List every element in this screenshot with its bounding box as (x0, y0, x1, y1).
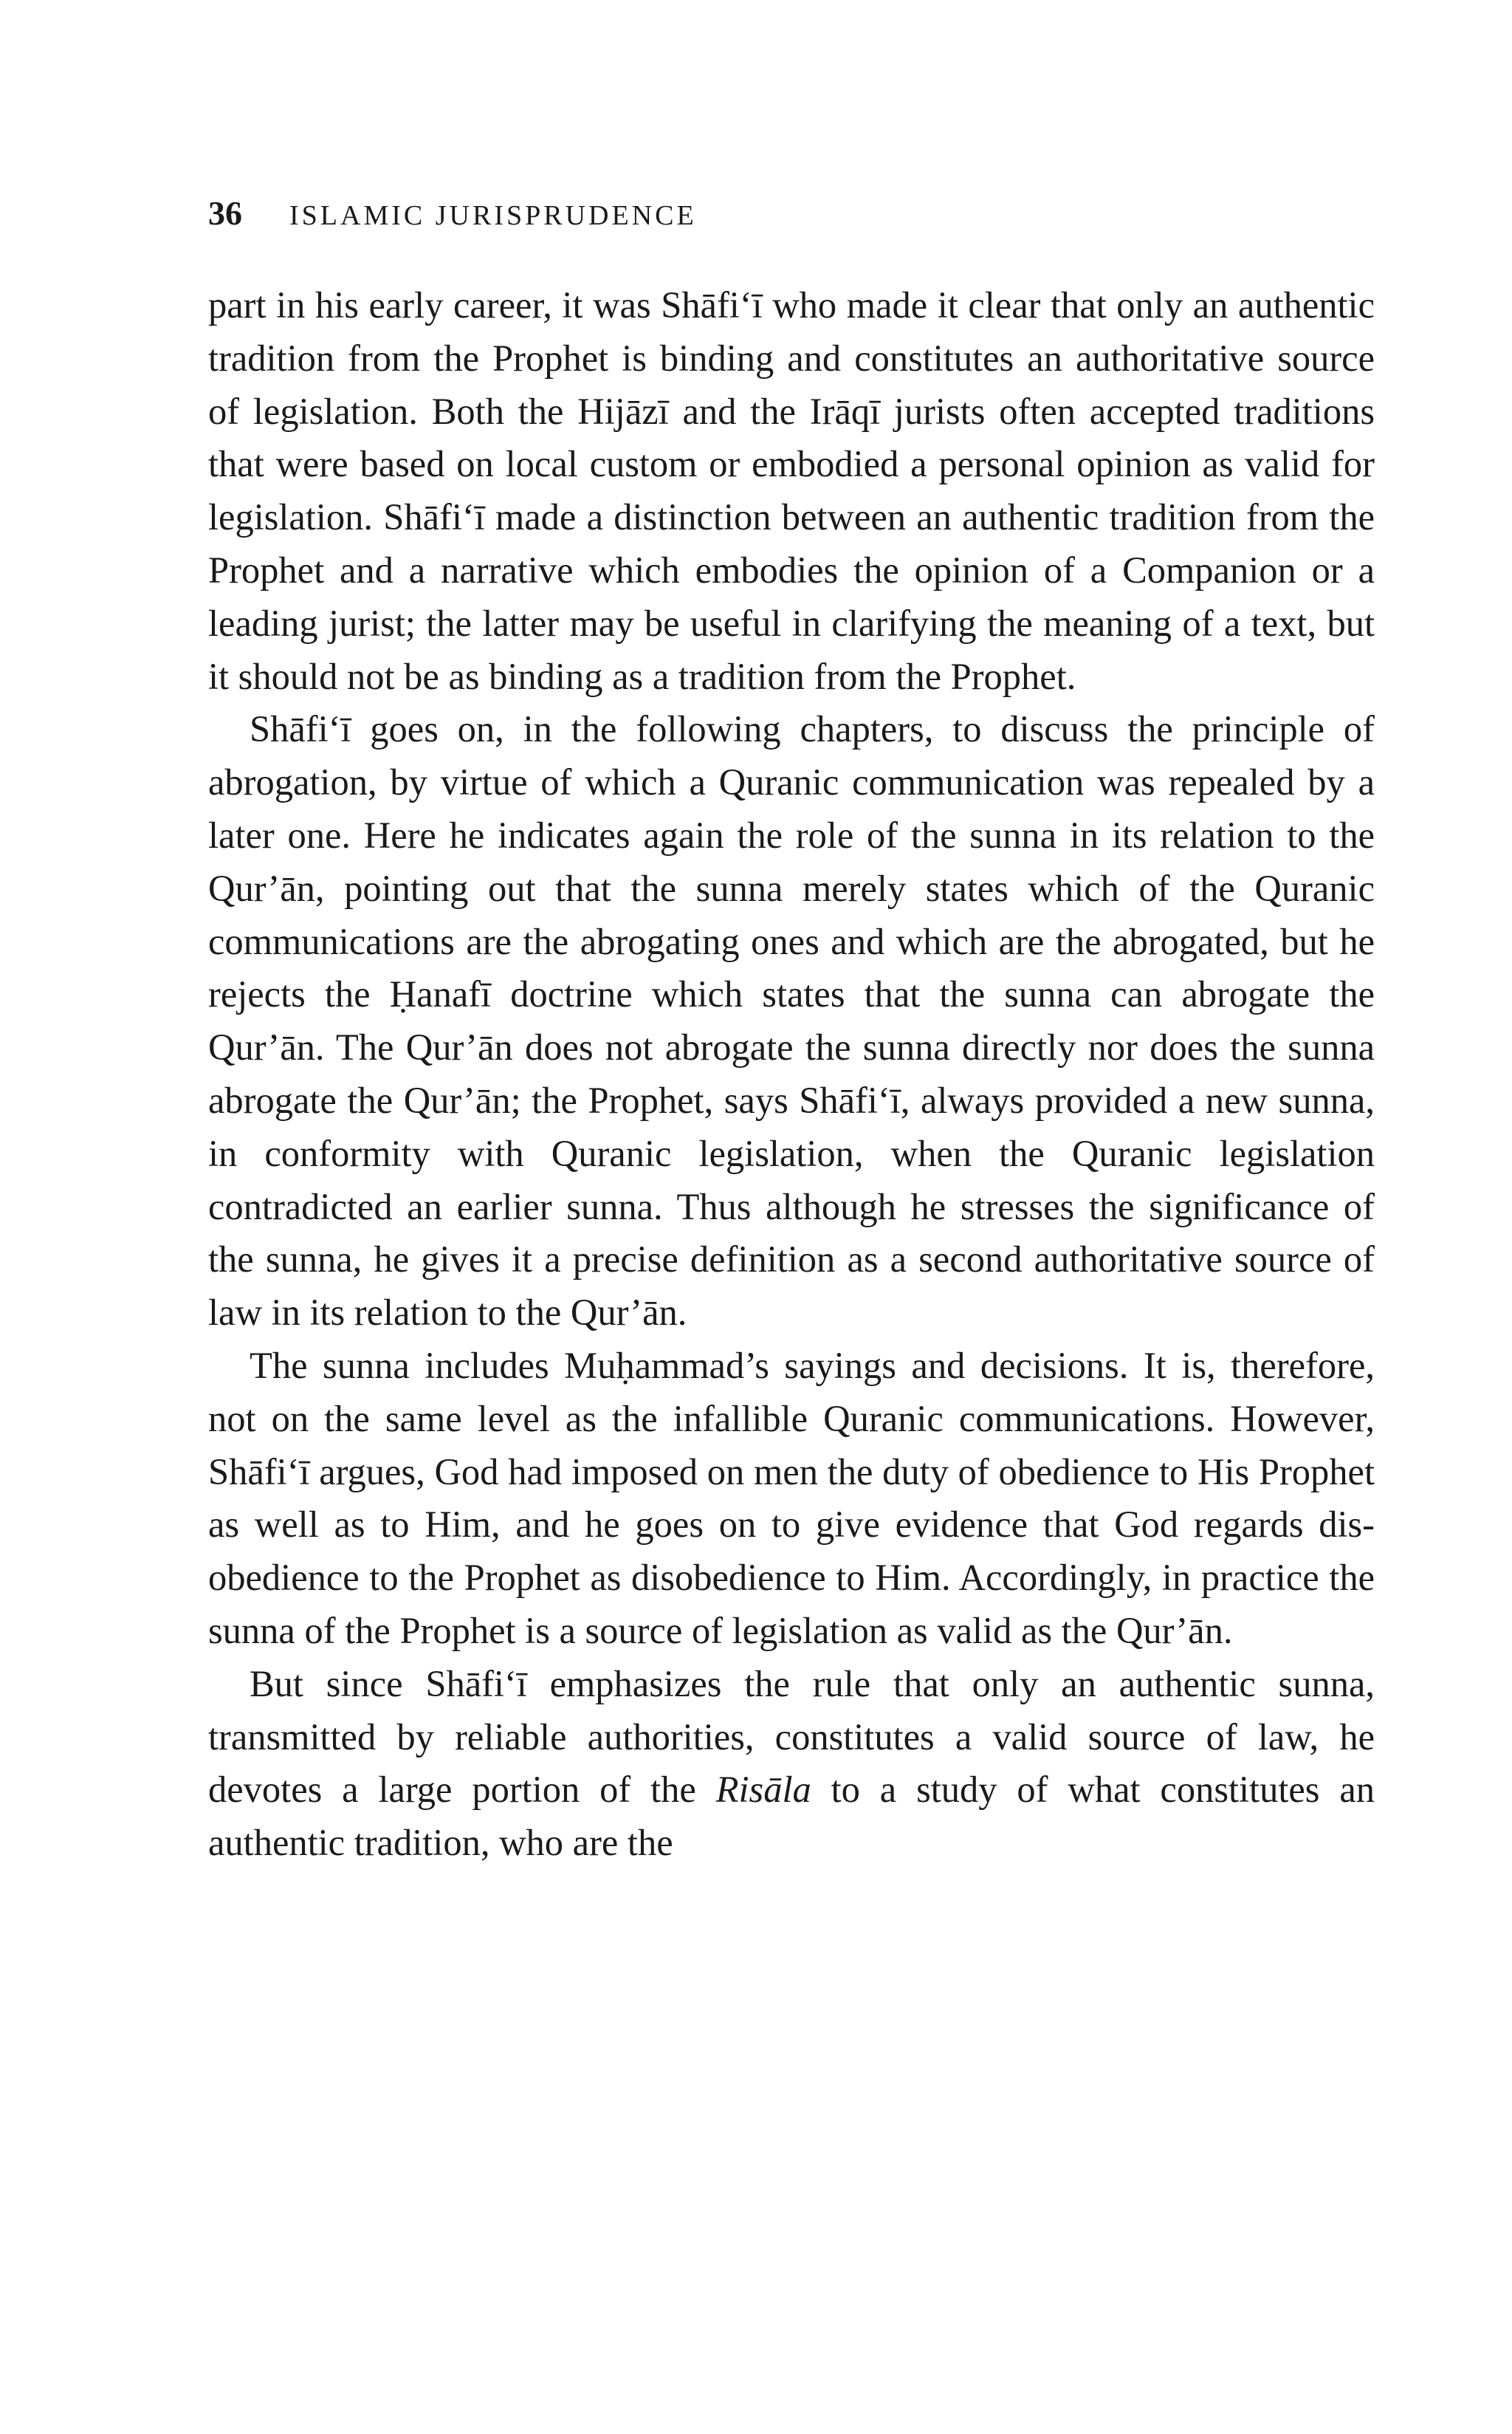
paragraph-4 (208, 1658, 1375, 1870)
paragraph-4-text-a: But since Shāfi‘ī emphasizes the rule that only an authentic sunna, transmitted by reliable authorities, constitutes a valid source of law, he devotes a large portion of the (208, 1662, 1375, 1811)
body-text (208, 279, 1375, 1870)
paragraph-1: part in his early career, it was Shāfi‘ī who made it clear that only an authentic tradition from the Prophet is binding and constitutes an authoritative source of legislation. Both the Hijāzī and the Irāqī jurists often accepted traditions that were based on local custom or embodied a personal opinion as valid for legislation. Shāfi‘ī made a distinction between an authentic tradition from the Prophet and a narrative which embodies the opinion of a Companion or a leading jurist; the latter may be useful in clarifying the meaning of a text, but it should not be as binding as a tradition from the Prophet. (208, 284, 1375, 697)
running-title: ISLAMIC JURISPRUDENCE (289, 200, 697, 231)
book-page (208, 193, 1375, 1870)
paragraph-3: The sunna includes Muḥammad’s sayings and decisions. It is, therefore, not on the same level as the infallible Quranic communications. However, Shāfi‘ī argues, God had imposed on men the duty of obedience to His Prophet as well as to Him, and he goes on to give evidence that God regards disobedience to the Prophet as disobedience to Him. Accordingly, in practice the sunna of the Prophet is a source of legislation as valid as the Qur’ān. (208, 1344, 1375, 1651)
paragraph-2: Shāfi‘ī goes on, in the following chapters, to discuss the principle of abrogation, by virtue of which a Quranic communication was repealed by a later one. Here he indicates again the role of the sunna in its relation to the Qur’ān, pointing out that the sunna merely states which of the Quranic communications are the abrogating ones and which are the abrogated, but he rejects the Ḥanafī doctrine which states that the sunna can abrogate the Qur’ān. The Qur’ān does not abrogate the sunna directly nor does the sunna abrogate the Qur’ān; the Prophet, says Shāfi‘ī, always provided a new sunna, in conformity with Quranic legislation, when the Quranic legislation contradicted an earlier sunna. Thus although he stresses the significance of the sunna, he gives it a precise definition as a second authoritative source of law in its relation to the Qur’ān. (208, 708, 1375, 1334)
page-number: 36 (208, 194, 242, 232)
running-head (208, 193, 1375, 238)
risala-title: Risāla (715, 1769, 811, 1811)
paragraph-4-text-b: to a study of what constitutes an authentic tradition, who are the (208, 1769, 1375, 1864)
